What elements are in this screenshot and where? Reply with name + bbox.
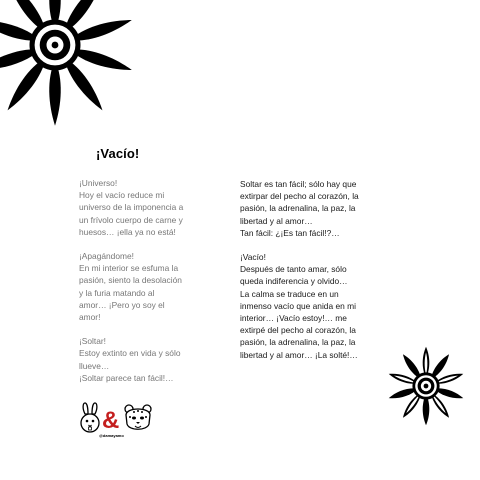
right-stanza: ¡Vacío! Después de tanto amar, sólo queda indiferencia y olvido… La calma se traduce en un inmenso vacío que anida en mi interior… ¡Vacío estoy!… me extirpé del pecho al corazón, la pasión, la adrenalina, la paz, la libertad y al amor… ¡La solté!…: [240, 252, 358, 360]
author-credit: [79, 402, 189, 442]
left-column: [79, 177, 229, 396]
mandala-flower-icon: [0, 0, 140, 130]
left-stanza: ¡Apagándome! En mi interior se esfuma la pasión, siento la desolación y la furia matando al amor… ¡Pero yo soy el amor!: [79, 251, 182, 323]
poem-title: ¡Vacío!: [96, 146, 140, 161]
ampersand-icon: [101, 408, 123, 432]
right-column: [240, 178, 385, 373]
leopard-icon: [123, 403, 153, 433]
rabbit-icon: [79, 402, 101, 436]
left-stanza: ¡Soltar! Estoy extinto en vida y sólo llueve… ¡Soltar parece tan fácil!…: [79, 336, 181, 383]
author-handle: @damayamo: [99, 433, 124, 438]
left-stanza: ¡Universo! Hoy el vacío reduce mi universo de la imponencia a un frívolo cuerpo de carne y huesos… ¡ella ya no está!: [79, 178, 184, 237]
right-stanza: Soltar es tan fácil; sólo hay que extirpar del pecho al corazón, la pasión, la adrenalina, la paz, la libertad y al amor… Tan fácil: ¿¡Es tan fácil!?…: [240, 179, 359, 238]
mandala-flower-icon: [386, 346, 466, 426]
ampersand-mark: &: [102, 408, 120, 432]
